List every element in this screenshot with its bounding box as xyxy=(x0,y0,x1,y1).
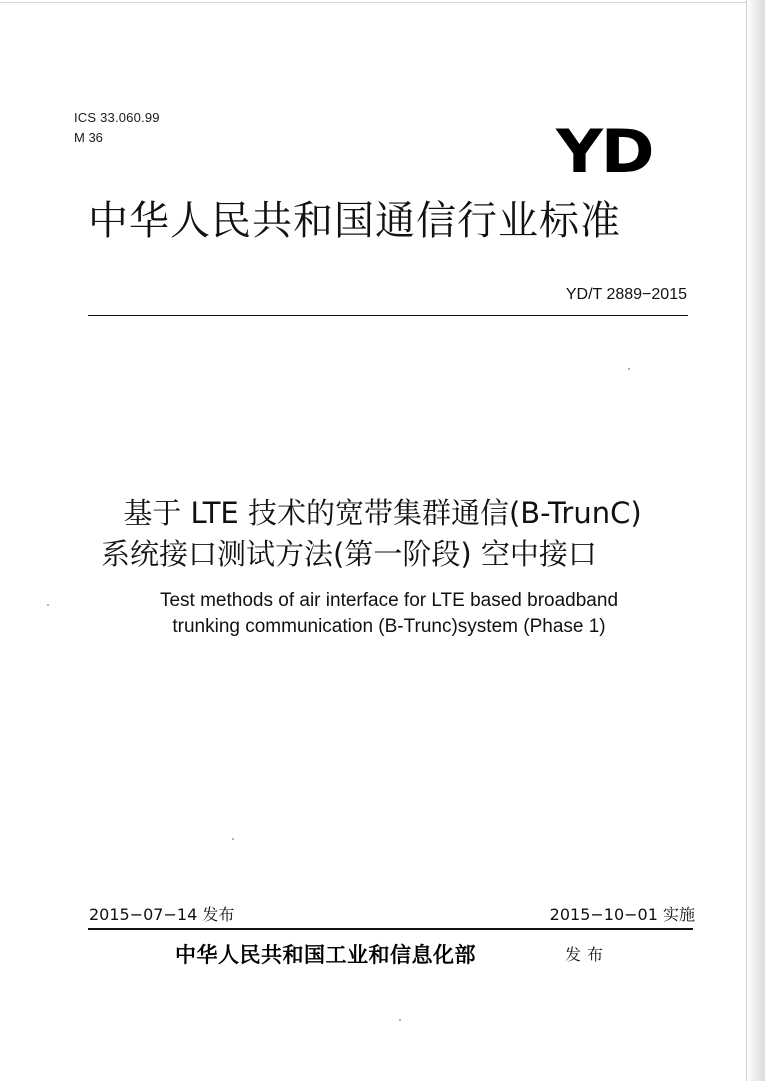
implementation-date: 2015−10−01 实施 xyxy=(549,905,695,924)
english-title-line-2: trunking communication (B-Trunc)system (Phase 1) xyxy=(172,616,606,637)
issue-date: 2015−07−14 发布 xyxy=(89,905,235,924)
standard-category-title: 中华人民共和国通信行业标准 xyxy=(88,198,621,244)
page-edge-shadow xyxy=(746,0,765,1081)
standard-number: YD/T 2889−2015 xyxy=(565,286,687,303)
header-divider xyxy=(88,315,688,316)
scan-speck xyxy=(628,368,630,370)
yd-logo: YD xyxy=(556,117,653,187)
footer-divider xyxy=(88,928,693,930)
scan-speck xyxy=(232,838,234,840)
scan-speck xyxy=(47,604,49,606)
ics-code: ICS 33.060.99 xyxy=(74,110,160,125)
chinese-title-line-2: 系统接口测试方法(第一阶段) 空中接口 xyxy=(101,537,597,571)
scan-speck xyxy=(399,1019,401,1021)
chinese-title-line-1: 基于 LTE 技术的宽带集群通信(B-TrunC) xyxy=(123,496,642,530)
classification-code: M 36 xyxy=(74,130,103,145)
scan-edge-line xyxy=(0,2,747,3)
publish-label: 发布 xyxy=(565,945,610,964)
english-title-line-1: Test methods of air interface for LTE based broadband xyxy=(159,590,619,611)
issuing-authority: 中华人民共和国工业和信息化部 xyxy=(175,942,476,967)
